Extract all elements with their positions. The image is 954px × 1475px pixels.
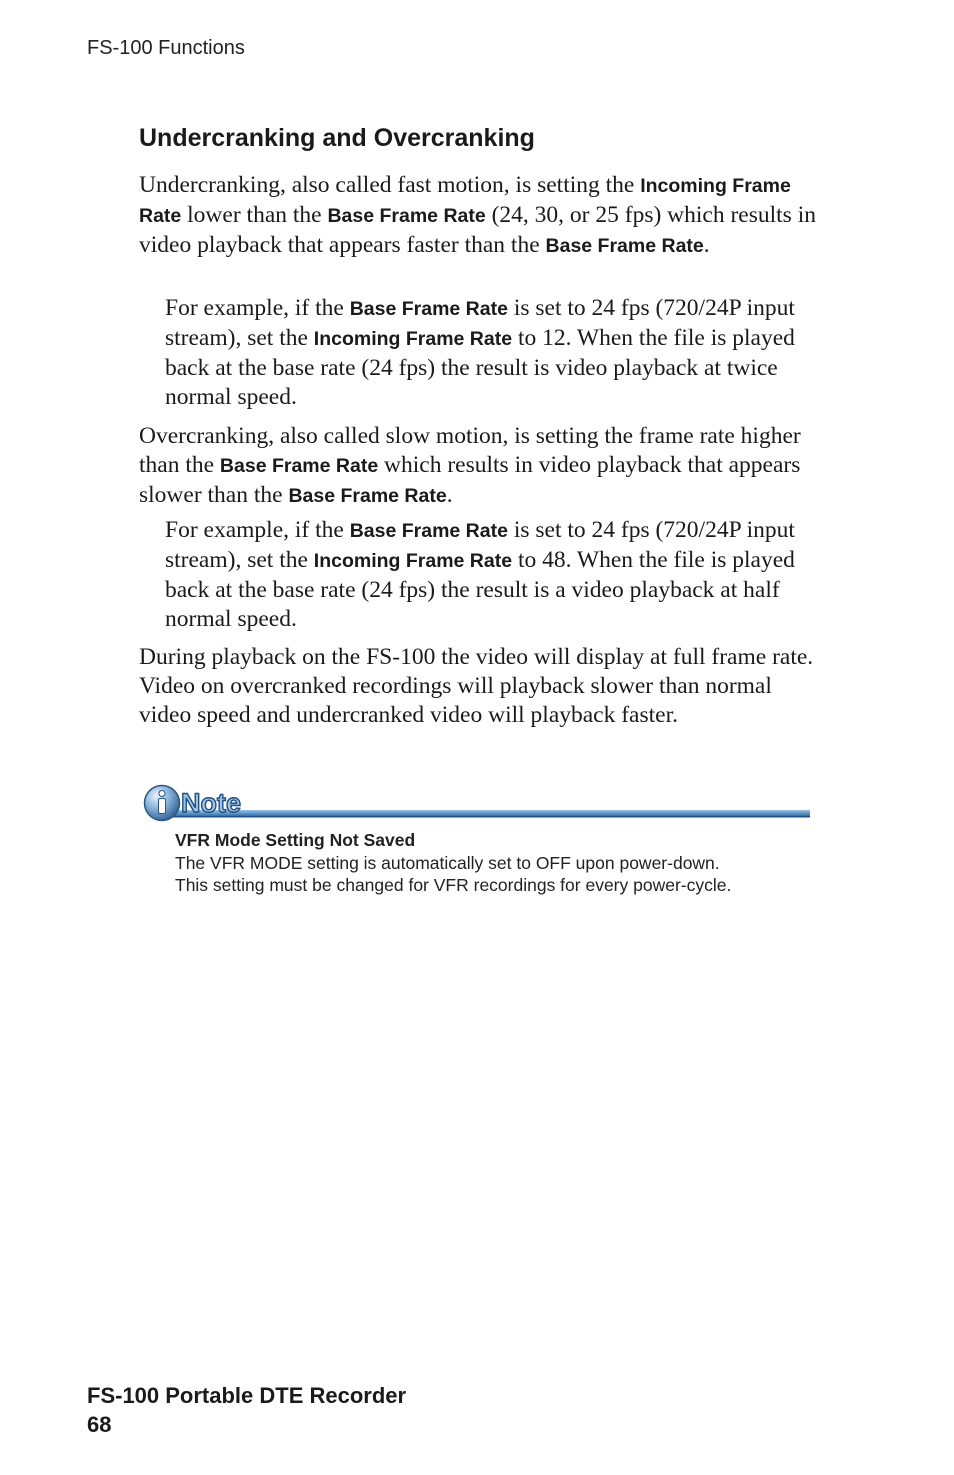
text: to 48. When the file is played back at the base rate (24 fps) the result is a video playback at half normal speed. — [165, 547, 795, 632]
term-base-frame-rate: Base Frame Rate — [219, 455, 379, 477]
text: is set to 24 fps (720/24P input stream), set the — [165, 295, 795, 351]
text: For example, if the — [165, 295, 350, 321]
text: For example, if the — [165, 517, 350, 543]
text: which results in video playback that appears slower than the — [139, 452, 801, 508]
paragraph-undercranking-example — [165, 294, 830, 412]
text: Undercranking, also called fast motion, is setting the — [139, 172, 641, 198]
note-banner — [142, 782, 812, 824]
text: Overcranking, also called slow motion, is setting the frame rate higher than the — [139, 423, 801, 478]
text: . — [703, 232, 710, 258]
note-title: VFR Mode Setting Not Saved — [175, 830, 416, 850]
term-base-frame-rate: Base Frame Rate — [545, 235, 704, 257]
term-base-frame-rate: Base Frame Rate — [349, 298, 508, 320]
note-logo-text: Note — [181, 788, 241, 818]
paragraph-undercranking — [139, 171, 829, 261]
note-text-line: This setting must be changed for VFR recordings for every power-cycle. — [175, 875, 732, 895]
text: (24, 30, or 25 fps) which results in video playback that appears faster than the — [139, 202, 816, 258]
footer — [87, 1381, 406, 1439]
running-header: FS-100 Functions — [87, 37, 245, 59]
note-text-line: The VFR MODE setting is automatically set to OFF upon power-down. — [175, 852, 720, 873]
term-base-frame-rate: Base Frame Rate — [288, 485, 447, 507]
note-body — [175, 829, 815, 897]
text: . — [446, 482, 453, 508]
term-incoming-frame-rate: Incoming Frame Rate — [313, 328, 513, 350]
term-incoming-frame-rate: Incoming Frame Rate — [139, 175, 791, 227]
paragraph-overcranking — [139, 422, 829, 511]
section-title: Undercranking and Overcranking — [139, 124, 535, 152]
text: to 12. When the file is played back at the base rate (24 fps) the result is video playback at twice normal speed. — [165, 325, 795, 410]
paragraph-overcranking-example — [165, 516, 830, 634]
text: is set to 24 fps (720/24P input stream), set the — [165, 517, 795, 573]
info-note-icon — [142, 782, 812, 824]
paragraph-playback: During playback on the FS-100 the video will display at full frame rate. Video on overcranked recordings will playback slower than normal video speed and undercranked video will playback faster. — [139, 644, 814, 728]
term-base-frame-rate: Base Frame Rate — [327, 205, 486, 227]
text: lower than the — [181, 202, 328, 228]
footer-product-name: FS-100 Portable DTE Recorder — [87, 1383, 407, 1408]
term-incoming-frame-rate: Incoming Frame Rate — [313, 550, 513, 572]
page-number: 68 — [87, 1412, 112, 1437]
term-base-frame-rate: Base Frame Rate — [349, 520, 508, 542]
